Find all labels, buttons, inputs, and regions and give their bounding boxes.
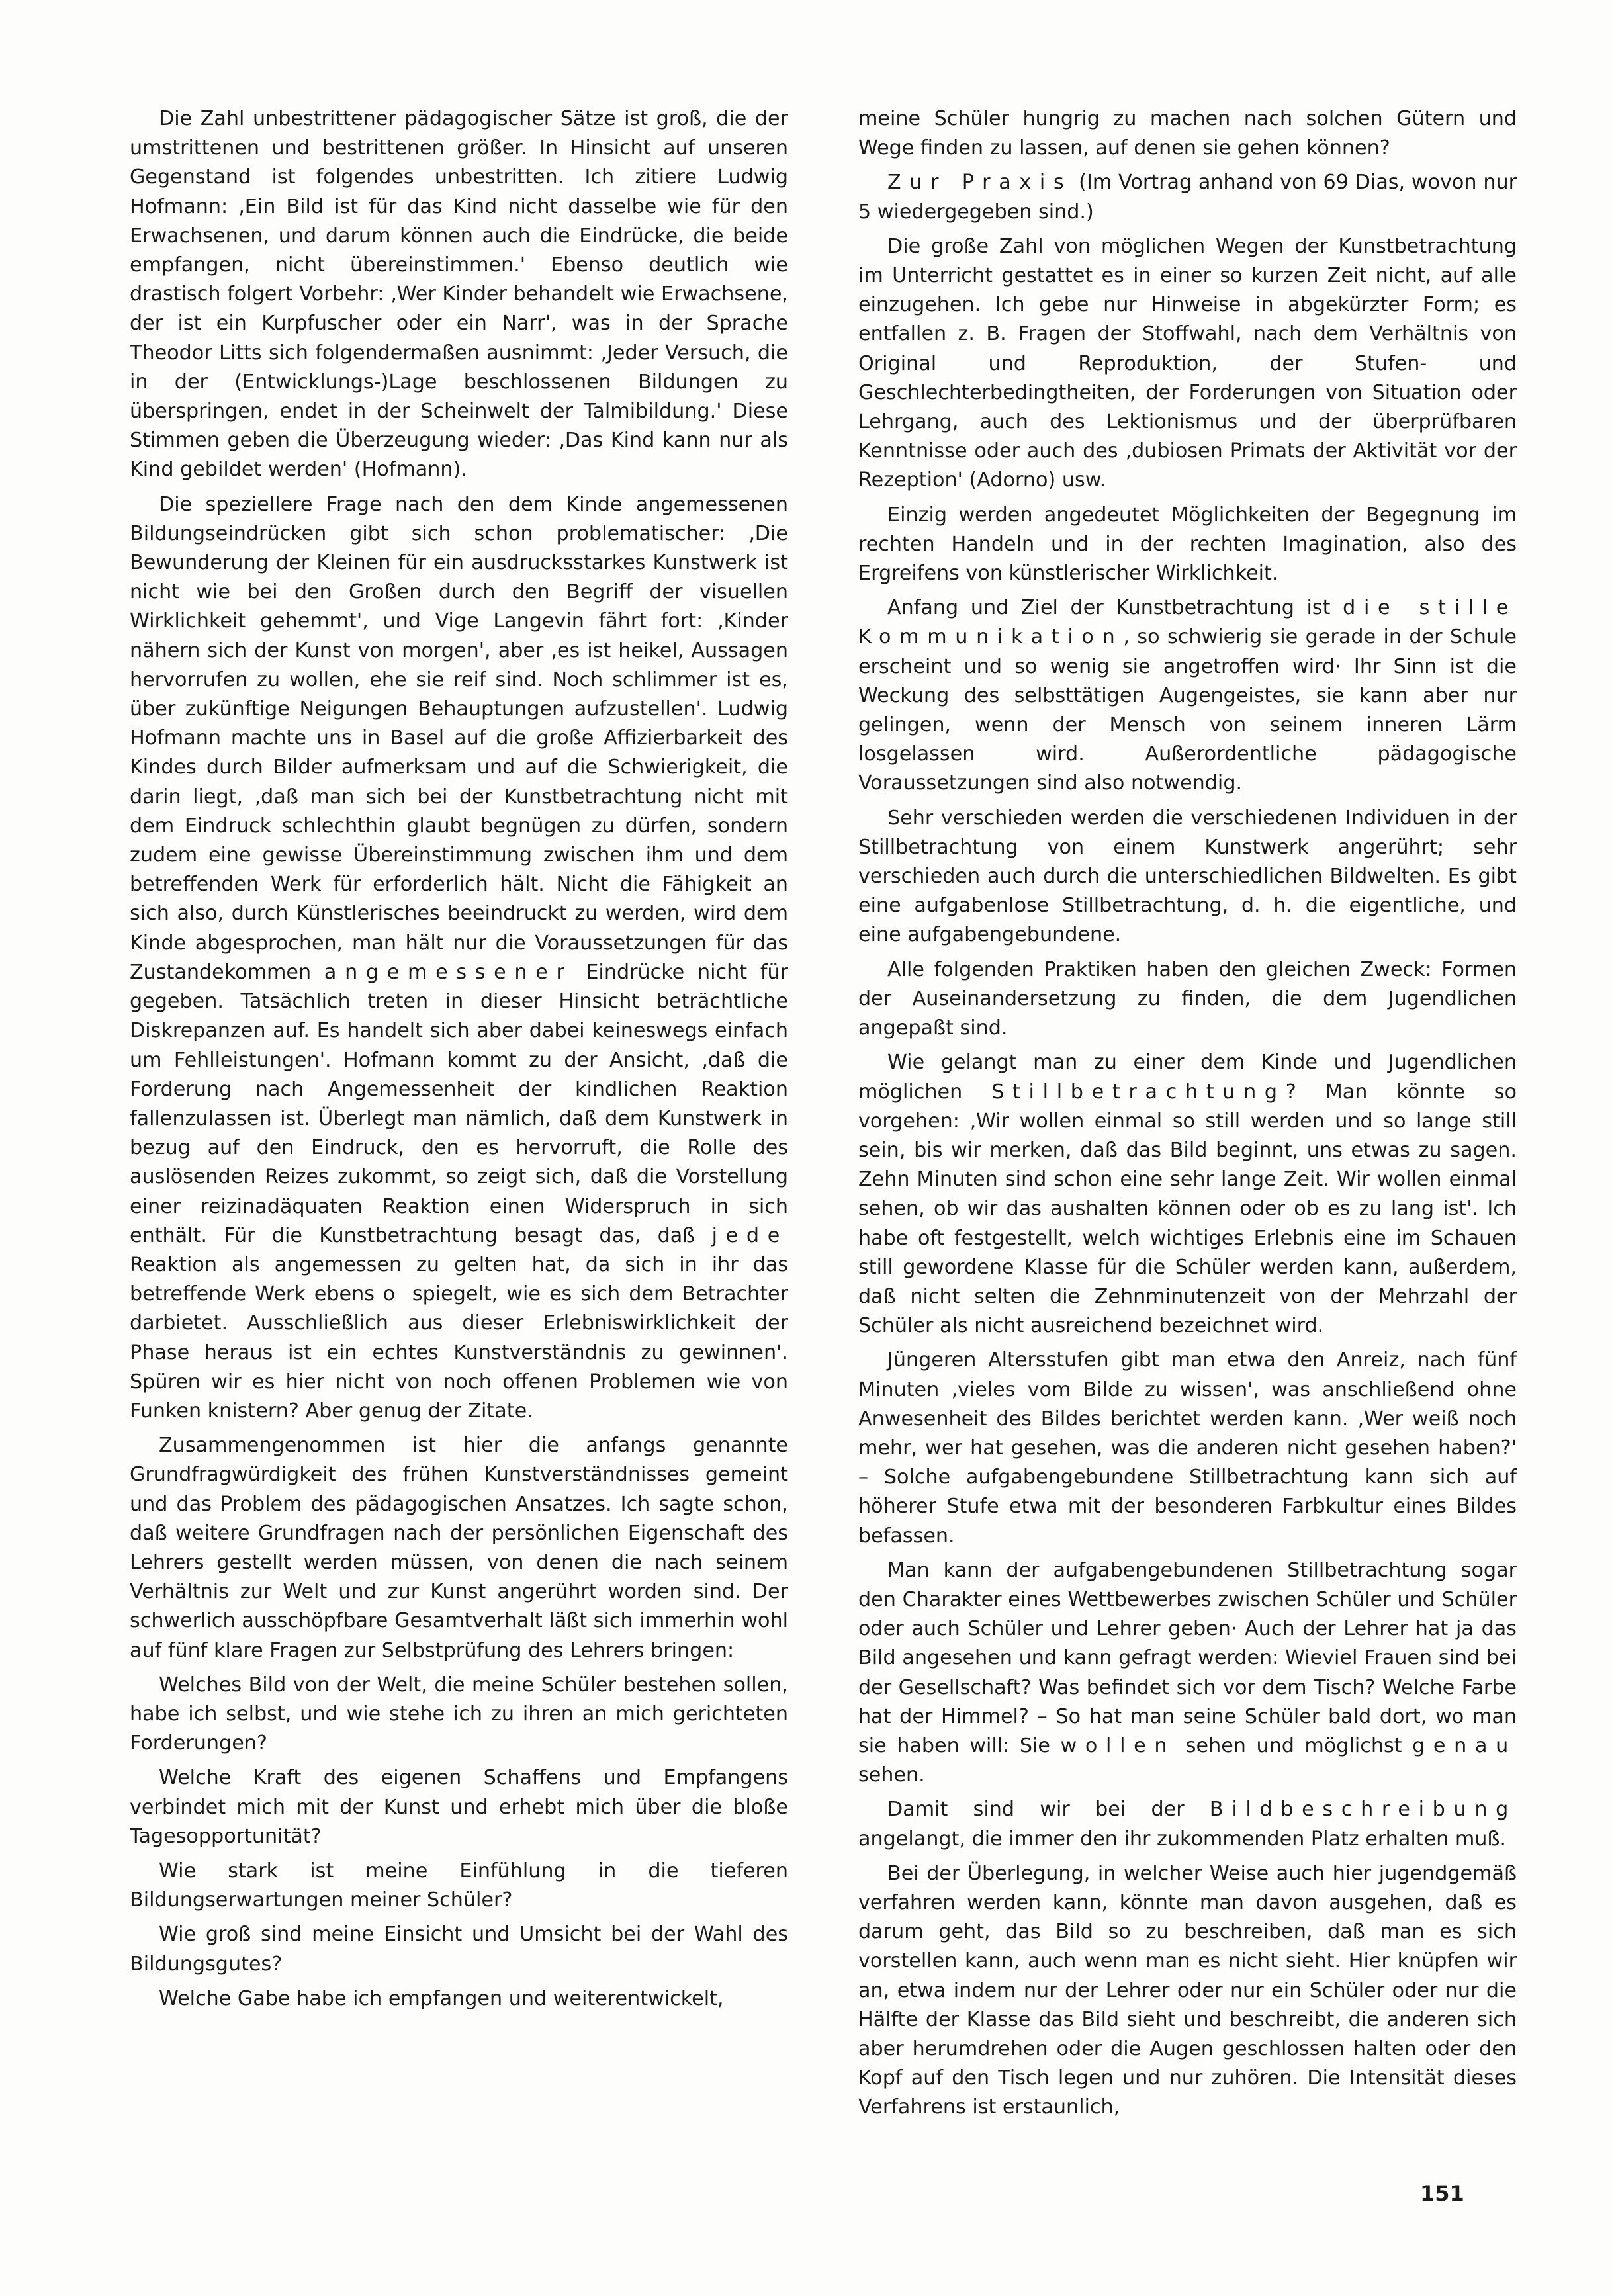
paragraph: Sehr verschieden werden die verschiedenen Individuen in der Stillbetrachtung von einem Kunstwerk angerührt; sehr verschieden auch durch die unterschiedlichen Bildwelten. Es gibt eine aufgabenlose Stillbetrachtung, d. h. die eigentliche, und eine aufgabengebundene. bbox=[858, 806, 1517, 947]
paragraph: Man kann der aufgabengebundenen Stillbetrachtung sogar den Charakter eines Wettbewerbes zwischen Schüler und Schüler oder auch Schüler und Lehrer geben· Auch der Lehrer hat ja das Bild angesehen und kann gefragt werden: Wieviel Frauen sind bei der Gesellschaft? Was befindet sich vor dem Tisch? Welche Farbe hat der Himmel? – So hat man seine Schüler bald dort, wo man sie haben will: Sie wollen sehen und möglichst genau sehen. bbox=[858, 1558, 1517, 1787]
spaced-emphasis: genau bbox=[1412, 1734, 1517, 1757]
paragraph: Alle folgenden Praktiken haben den gleichen Zweck: Formen der Auseinandersetzung zu finden, die dem Jugendlichen angepaßt sind. bbox=[858, 957, 1517, 1040]
paragraph: Zusammengenommen ist hier die anfangs genannte Grundfragwürdigkeit des frühen Kunstverständnisses gemeint und das Problem des pädagogischen Ansatzes. Ich sagte schon, daß weitere Grundfragen nach der persönlichen Eigenschaft des Lehrers gestellt werden müssen, von denen die nach seinem Verhältnis zur Welt und zur Kunst angerührt worden sind. Der schwerlich ausschöpfbare Gesamtverhalt läßt sich immerhin wohl auf fünf klare Fragen zur Selbstprüfung des Lehrers bringen: bbox=[130, 1434, 788, 1662]
paragraph: Einzig werden angedeutet Möglichkeiten der Begegnung im rechten Handeln und in der rechten Imagination, also des Ergreifens von künstlerischer Wirklichkeit. bbox=[858, 503, 1517, 586]
paragraph: Die große Zahl von möglichen Wegen der Kunstbetrachtung im Unterricht gestattet es in einer so kurzen Zeit nicht, auf alle einzugehen. Ich gebe nur Hinweise in abgekürzter Form; es entfallen z. B. Fragen der Stoffwahl, nach dem Verhältnis von Original und Reproduktion, der Stufen- und Geschlechterbedingtheiten, der Forderungen von Situation oder Lehrgang, auch des Lektionismus und der überprüfbaren Kenntnisse oder auch des ‚dubiosen Primats der Aktivität vor der Rezeption' (Adorno) usw. bbox=[858, 234, 1517, 492]
question-paragraph: Welches Bild von der Welt, die meine Schüler bestehen sollen, habe ich selbst, und wie stehe ich zu ihren an mich gerichteten Forderungen? bbox=[130, 1673, 788, 1755]
question-paragraph: Wie groß sind meine Einsicht und Umsicht bei der Wahl des Bildungsgutes? bbox=[130, 1923, 788, 1976]
page-number: 151 bbox=[1420, 2181, 1464, 2206]
spaced-emphasis: die stille Kommunikation bbox=[858, 596, 1517, 649]
paragraph: Anfang und Ziel der Kunstbetrachtung ist die stille Kommunikation, so schwierig sie gerade in der Schule erscheint und so wenig sie angetroffen wird· Ihr Sinn ist die Weckung des selbsttätigen Augengeistes, sie kann aber nur gelingen, wenn der Mensch von seinem inneren Lärm losgelassen wird. Außerordentliche pädagogische Voraussetzungen sind also notwendig. bbox=[858, 596, 1517, 795]
section-heading-spaced: Zur Praxis bbox=[887, 171, 1073, 195]
paragraph: Die Zahl unbestrittener pädagogischer Sätze ist groß, die der umstrittenen und bestrittenen größer. In Hinsicht auf unseren Gegenstand ist folgendes unbestritten. Ich zitiere Ludwig Hofmann: ‚Ein Bild ist für das Kind nicht dasselbe wie für den Erwachsenen, und darum können auch die Eindrücke, die beide empfangen, nicht übereinstimmen.' Ebenso deutlich wie drastisch folgert Vorbehr: ‚Wer Kinder behandelt wie Erwachsene, der ist ein Kurpfuscher oder ein Narr', was in der Sprache Theodor Litts sich folgendermaßen ausnimmt: ‚Jeder Versuch, die in der (Entwicklungs-)Lage beschlossenen Bildungen zu überspringen, endet in der Scheinwelt der Talmibildung.' Diese Stimmen geben die Überzeugung wieder: ‚Das Kind kann nur als Kind gebildet werden' (Hofmann). bbox=[130, 107, 788, 482]
spaced-emphasis: Stillbetrachtung bbox=[991, 1080, 1286, 1104]
right-column bbox=[858, 105, 1517, 2139]
left-column bbox=[130, 105, 788, 2139]
spaced-emphasis: wollen bbox=[1060, 1734, 1176, 1757]
paragraph: Zur Praxis (Im Vortrag anhand von 69 Dias, wovon nur 5 wiedergegeben sind.) bbox=[858, 171, 1517, 224]
spaced-emphasis: angemessener bbox=[324, 960, 573, 984]
question-paragraph: Wie stark ist meine Einfühlung in die tieferen Bildungserwartungen meiner Schüler? bbox=[130, 1859, 788, 1912]
paragraph: Damit sind wir bei der Bildbeschreibung angelangt, die immer den ihr zukommenden Platz erhalten muß. bbox=[858, 1798, 1517, 1851]
paragraph: Jüngeren Altersstufen gibt man etwa den Anreiz, nach fünf Minuten ‚vieles vom Bilde zu wissen', was anschließend ohne Anwesenheit des Bildes berichtet werden kann. ‚Wer weiß noch mehr, wer hat gesehen, was die anderen nicht gesehen haben?' – Solche aufgabengebundene Stillbetrachtung kann sich auf höherer Stufe etwa mit der besonderen Farbkultur eines Bildes befassen. bbox=[858, 1348, 1517, 1548]
paragraph: Wie gelangt man zu einer dem Kinde und Jugendlichen möglichen Stillbetrachtung? Man könnte so vorgehen: ‚Wir wollen einmal so still werden und so lange still sein, bis wir merken, daß das Bild beginnt, uns etwas zu sagen. Zehn Minuten sind schon eine sehr lange Zeit. Wir wollen einmal sehen, ob wir das aushalten können oder ob es zu lang ist'. Ich habe oft festgestellt, welch wichtiges Erlebnis eine im Schauen still gewordene Klasse für die Schüler werden kann, außerdem, daß nicht selten die Zehnminutenzeit von der Mehrzahl der Schüler als nicht ausreichend bezeichnet wird. bbox=[858, 1051, 1517, 1338]
spaced-emphasis: so bbox=[364, 1282, 404, 1306]
paragraph: Die speziellere Frage nach den dem Kinde angemessenen Bildungseindrücken gibt sich schon problematischer: ‚Die Bewunderung der Kleinen für ein ausdrucksstarkes Kunstwerk ist nicht wie bei den Großen durch den Begriff der visuellen Wirklichkeit gehemmt', und Vige Langevin fährt fort: ‚Kinder nähern sich der Kunst von morgen', aber ‚es ist heikel, Aussagen hervorrufen zu wollen, ehe sie reif sind. Noch schlimmer ist es, über zukünftige Neigungen Behauptungen aufzustellen'. Ludwig Hofmann machte uns in Basel auf die große Affizierbarkeit des Kindes durch Bilder aufmerksam und auf die Schwierigkeit, die darin liegt, ‚daß man sich bei der Kunstbetrachtung nicht mit dem Eindruck schlechthin glaubt begnügen zu dürfen, sondern zudem eine gewisse Übereinstimmung zwischen ihm und dem betreffenden Werk für erforderlich hält. Nicht die Fähigkeit an sich also, durch Künstlerisches beeindruckt zu werden, wird dem Kinde abgesprochen, man hält nur die Voraussetzungen für das Zustandekommen angemessener Eindrücke nicht für gegeben. Tatsächlich treten in dieser Hinsicht beträchtliche Diskrepanzen auf. Es handelt sich aber dabei keineswegs einfach um Fehlleistungen'. Hofmann kommt zu der Ansicht, ‚daß die Forderung nach Angemessenheit der kindlichen Reaktion fallenzulassen ist. Überlegt man nämlich, daß dem Kunstwerk in bezug auf den Eindruck, den es hervorruft, die Rolle des auslösenden Reizes zukommt, so zeigt sich, daß die Vorstellung einer reizinadäquaten Reaktion einen Widerspruch in sich enthält. Für die Kunstbetrachtung besagt das, daß jede Reaktion als angemessen zu gelten hat, da sich in ihr das betreffende Werk ebenso spiegelt, wie es sich dem Betrachter darbietet. Ausschließlich aus dieser Erlebniswirklichkeit der Phase heraus ist ein echtes Kunstverständnis zu gewinnen'. Spüren wir es hier nicht von noch offenen Problemen wie von Funken knistern? Aber genug der Zitate. bbox=[130, 492, 788, 1423]
spaced-emphasis: Bildbeschreibung bbox=[1209, 1798, 1517, 1822]
question-paragraph: Welche Gabe habe ich empfangen und weiterentwickelt, bbox=[159, 1986, 724, 2010]
question-paragraph: Welche Kraft des eigenen Schaffens und Empfangens verbindet mich mit der Kunst und erhebt mich über die bloße Tagesopportunität? bbox=[130, 1766, 788, 1848]
spaced-emphasis: jede bbox=[711, 1223, 788, 1247]
paragraph: Bei der Überlegung, in welcher Weise auch hier jugendgemäß verfahren werden kann, könnte man davon ausgehen, daß es darum geht, das Bild so zu beschreiben, daß man es sich vorstellen kann, auch wenn man es nicht sieht. Hier knüpfen wir an, etwa indem nur der Lehrer oder nur ein Schüler oder nur die Hälfte der Klasse das Bild sieht und beschreibt, die anderen sich aber herumdrehen oder die Augen geschlossen halten oder den Kopf auf den Tisch legen und nur zuhören. Die Intensität dieses Verfahrens ist erstaunlich, bbox=[858, 1861, 1517, 2119]
paragraph: meine Schüler hungrig zu machen nach solchen Gütern und Wege finden zu lassen, auf denen sie gehen können? bbox=[858, 107, 1517, 160]
